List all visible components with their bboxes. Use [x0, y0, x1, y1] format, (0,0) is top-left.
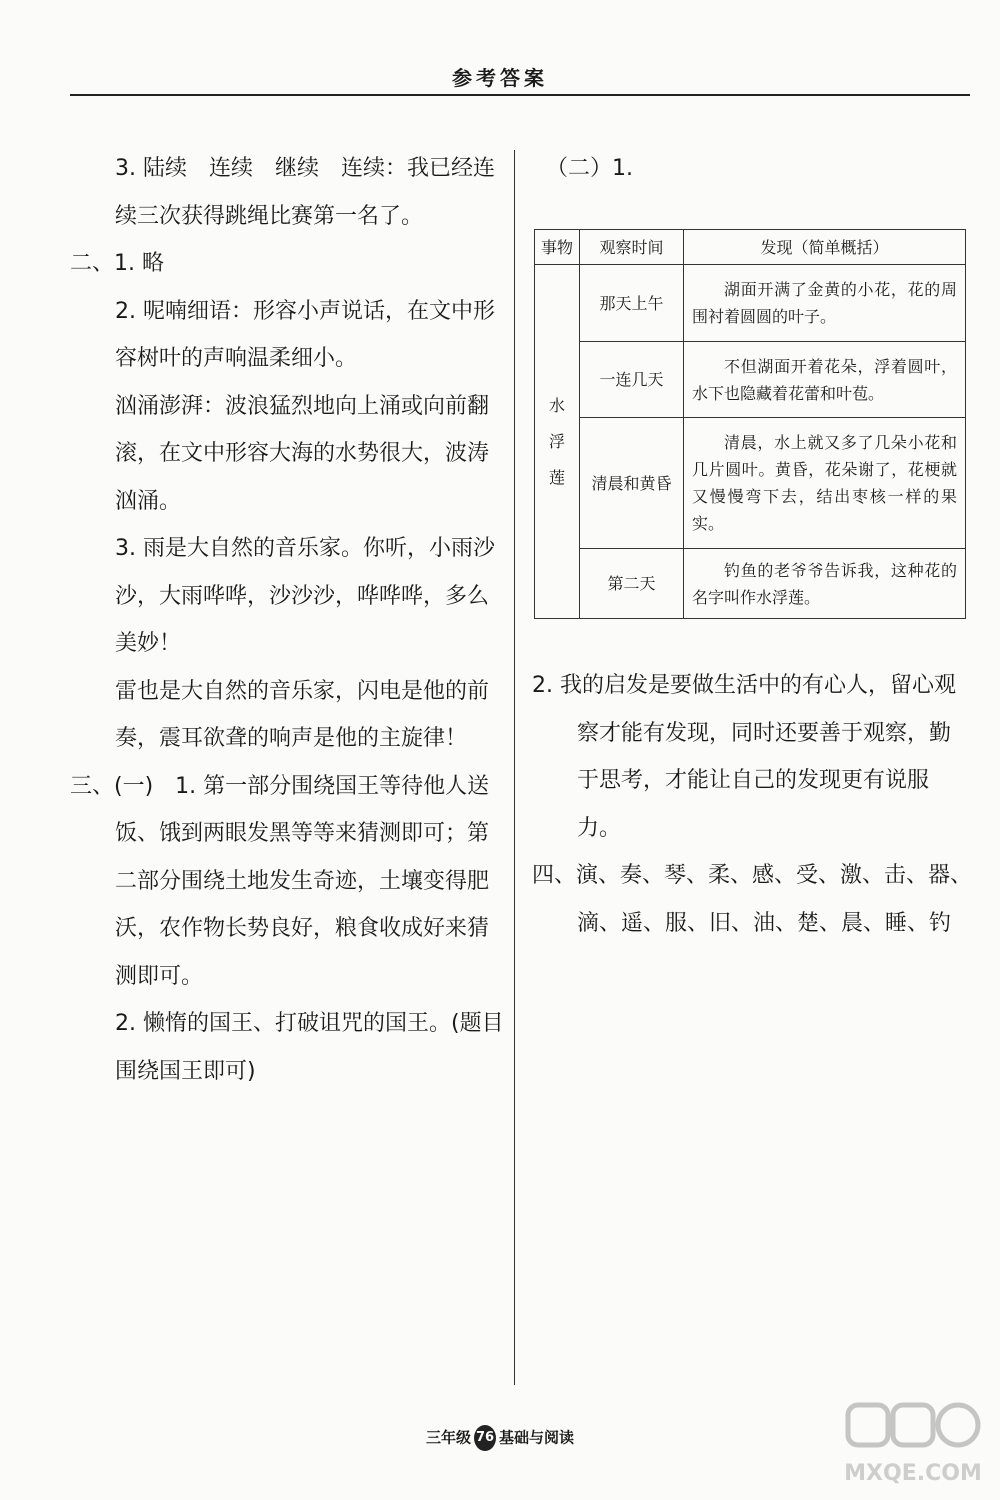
answer-paragraph: 三、(一) 1. 第一部分围绕国王等待他人送饭、饿到两眼发黑等等来猜测即可；第二部分围绕土地发生奇迹，土壤变得肥沃，农作物长势良好，粮食收成好来猜测即可。: [70, 773, 490, 989]
subject-cell: [535, 265, 580, 619]
answer-paragraph: 四、演、奏、琴、柔、感、受、激、击、器、滴、遥、服、旧、油、楚、晨、睡、钓: [532, 863, 973, 936]
table-header: 事物: [535, 230, 580, 265]
finding-cell: [684, 265, 966, 342]
watermark-text: MXQE.COM: [844, 1461, 982, 1486]
table-row: [535, 549, 966, 619]
answer-paragraph: 雷也是大自然的音乐家，闪电是他的前奏，震耳欲聋的响声是他的主旋律！: [115, 678, 490, 751]
answer-paragraph: 2. 我的启发是要做生活中的有心人，留心观察才能有发现，同时还要善于观察，勤于思考，才能让自己的发现更有说服力。: [532, 673, 956, 841]
finding-cell: [684, 549, 966, 619]
answer-paragraph: 3. 陆续 连续 继续 连续：我已经连续三次获得跳绳比赛第一名了。: [115, 156, 495, 229]
time-cell: 一连几天: [580, 342, 684, 418]
finding-cell: [684, 418, 966, 549]
column-divider: [514, 150, 515, 1385]
table-header: 观察时间: [580, 230, 684, 265]
table-header: 发现（简单概括）: [684, 230, 966, 265]
right-column-answers: [532, 662, 972, 947]
finding-text: 湖面开满了金黄的小花，花的周围衬着圆圆的叶子。: [692, 280, 957, 326]
subject-char: 浮: [548, 431, 565, 451]
observation-table: [534, 229, 966, 619]
table-row: [535, 342, 966, 418]
finding-text: 钓鱼的老爷爷告诉我，这种花的名字叫作水浮莲。: [692, 560, 957, 607]
finding-text: 不但湖面开着花朵，浮着圆叶，水下也隐藏着花蕾和叶苞。: [692, 356, 957, 403]
left-column: [70, 145, 505, 1095]
subject-char: 莲: [548, 467, 565, 487]
answer-paragraph: 二、1. 略: [70, 251, 164, 276]
finding-cell: [684, 342, 966, 418]
subject-char: 水: [548, 395, 565, 415]
footer-grade: 三年级: [425, 1428, 471, 1447]
table-row: [535, 265, 966, 342]
answer-paragraph: 2. 呢喃细语：形容小声说话，在文中形容树叶的声响温柔细小。: [115, 298, 495, 371]
table-header-row: [535, 230, 966, 265]
right-column: [532, 145, 972, 193]
answer-paragraph: 3. 雨是大自然的音乐家。你听，小雨沙沙，大雨哗哗，沙沙沙，哗哗哗，多么美妙！: [115, 536, 495, 656]
time-cell: 第二天: [580, 549, 684, 619]
time-cell: 清晨和黄昏: [580, 418, 684, 549]
finding-text: 清晨，水上就又多了几朵小花和几片圆叶。黄昏，花朵谢了，花梗就又慢慢弯下去，结出枣核一样的果实。: [692, 433, 957, 533]
page-number: 76: [474, 1425, 496, 1451]
header-rule: [70, 94, 970, 96]
footer-book: 基础与阅读: [499, 1428, 575, 1447]
answer-paragraph: 2. 懒惰的国王、打破诅咒的国王。(题目围绕国王即可): [115, 1011, 504, 1084]
watermark-logo: [838, 1400, 988, 1490]
table-row: [535, 418, 966, 549]
time-cell: 那天上午: [580, 265, 684, 342]
page-header-title: 参考答案: [452, 66, 548, 90]
section-label: （二）1.: [546, 156, 633, 181]
answer-paragraph: 汹涌澎湃：波浪猛烈地向上涌或向前翻滚，在文中形容大海的水势很大，波涛汹涌。: [115, 393, 490, 514]
